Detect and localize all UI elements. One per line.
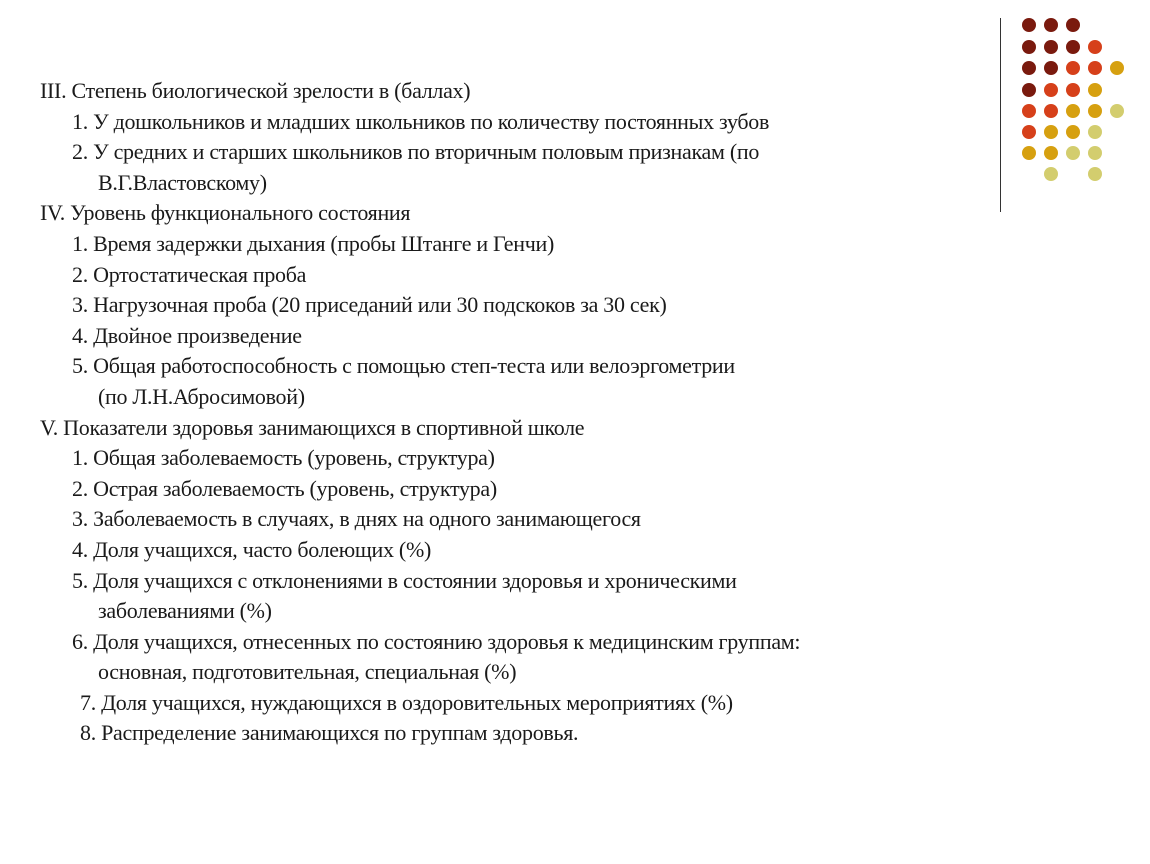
decor-dot [1022,40,1036,54]
list-item: 1. Время задержки дыхания (пробы Штанге и Генчи) [72,230,554,256]
decor-dot [1066,104,1080,118]
slide-body-text [40,76,980,749]
vertical-divider [1000,18,1001,212]
section-heading-iv: IV. Уровень функционального состояния [40,200,411,226]
list-item: 2. Острая заболеваемость (уровень, структура) [72,475,497,501]
decor-dot [1044,61,1058,75]
decor-dot [1088,125,1102,139]
decor-dot [1088,146,1102,160]
decor-dot [1044,125,1058,139]
list-item: 5. Доля учащихся с отклонениями в состоянии здоровья и хроническими [72,567,737,593]
list-item: 2. Ортостатическая проба [72,261,307,287]
decor-dot [1088,83,1102,97]
list-item: 4. Двойное произведение [72,322,302,348]
list-item: 1. Общая заболеваемость (уровень, структура) [72,445,495,471]
list-item: 8. Распределение занимающихся по группам здоровья. [80,720,579,746]
decor-dot [1110,61,1124,75]
decor-dot [1066,125,1080,139]
decor-dot [1088,167,1102,181]
decor-dot [1022,125,1036,139]
list-item-continuation: заболеваниями (%) [98,598,272,624]
list-item: 4. Доля учащихся, часто болеющих (%) [72,536,432,562]
list-item-continuation: (по Л.Н.Абросимовой) [98,383,305,409]
list-item: 3. Заболеваемость в случаях, в днях на одного занимающегося [72,506,641,532]
decor-dot [1066,146,1080,160]
decorative-dot-grid [1022,18,1132,188]
decor-dot [1022,61,1036,75]
list-item-continuation: основная, подготовительная, специальная (%) [98,659,517,685]
decor-dot [1044,167,1058,181]
decor-dot [1022,104,1036,118]
decor-dot [1044,40,1058,54]
decor-dot [1066,40,1080,54]
list-item: 7. Доля учащихся, нуждающихся в оздоровительных мероприятиях (%) [80,689,733,715]
list-item-continuation: В.Г.Властовскому) [98,169,267,195]
section-heading-iii: III. Степень биологической зрелости в (баллах) [40,78,471,103]
decor-dot [1066,61,1080,75]
decor-dot [1088,61,1102,75]
list-item: 1. У дошкольников и младших школьников по количеству постоянных зубов [72,108,770,134]
decor-dot [1066,18,1080,32]
decor-dot [1022,146,1036,160]
list-item: 6. Доля учащихся, отнесенных по состоянию здоровья к медицинским группам: [72,628,801,654]
decor-dot [1044,104,1058,118]
decor-dot [1022,83,1036,97]
decor-dot [1022,18,1036,32]
section-heading-v: V. Показатели здоровья занимающихся в спортивной школе [40,414,585,440]
decor-dot [1088,104,1102,118]
list-item: 2. У средних и старших школьников по вторичным половым признакам (по [72,139,760,165]
decor-dot [1044,146,1058,160]
decor-dot [1088,40,1102,54]
list-item: 3. Нагрузочная проба (20 приседаний или 30 подскоков за 30 сек) [72,292,667,318]
decor-dot [1066,83,1080,97]
list-item: 5. Общая работоспособность с помощью степ-теста или велоэргометрии [72,353,735,379]
decor-dot [1110,104,1124,118]
decor-dot [1044,83,1058,97]
decor-dot [1044,18,1058,32]
